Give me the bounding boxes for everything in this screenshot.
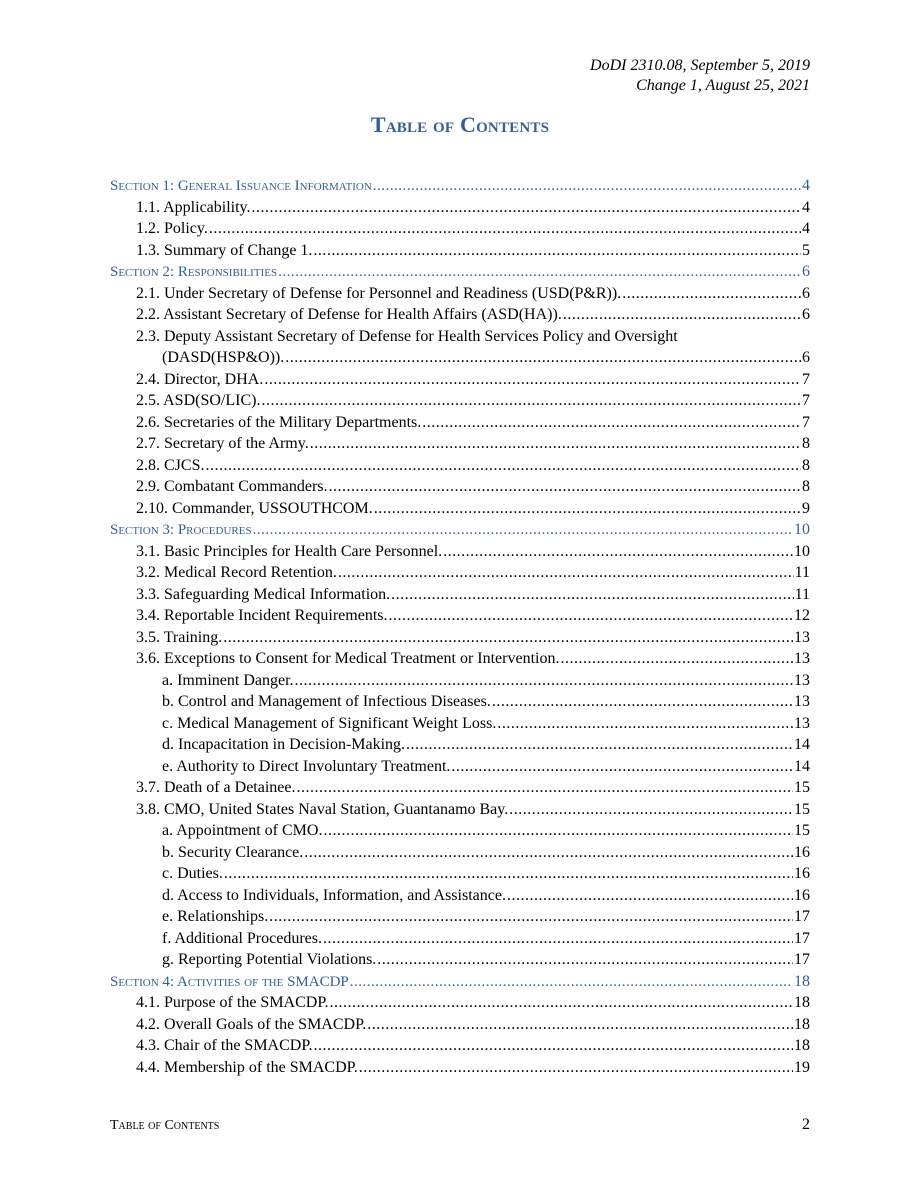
toc-entry-title: 4.4. Membership of the SMACDP.: [136, 1058, 358, 1076]
dot-leader: [422, 414, 801, 432]
toc-page-number: 17: [794, 908, 810, 925]
toc-page-number: 18: [794, 994, 810, 1011]
dot-leader: [374, 500, 801, 518]
toc-page-number: 8: [802, 435, 810, 452]
toc-entry[interactable]: [110, 887, 810, 909]
toc-page-number: 13: [794, 714, 810, 732]
toc-entry[interactable]: [110, 650, 810, 672]
toc-entry-title: 2.1. Under Secretary of Defense for Personnel and Readiness (USD(P&R)).: [136, 284, 622, 302]
header-change: Change 1, August 25, 2021: [636, 77, 810, 94]
toc-entry-title: 1.2. Policy.: [136, 220, 208, 237]
toc-entry-title: 2.6. Secretaries of the Military Departments.: [136, 413, 422, 431]
dot-leader: [223, 629, 793, 647]
dot-leader: [350, 974, 793, 991]
dot-leader: [269, 908, 793, 926]
toc-entry[interactable]: [110, 779, 810, 801]
toc-entry[interactable]: [110, 242, 810, 264]
document-header: [590, 56, 810, 96]
toc-page-number: 7: [802, 392, 810, 409]
dot-leader: [329, 478, 801, 496]
toc-entry-title: f. Additional Procedures.: [162, 929, 322, 947]
toc-page-number: 6: [802, 306, 810, 323]
toc-page-number: 18: [794, 1015, 810, 1033]
toc-entry-title: 2.10. Commander, USSOUTHCOM.: [136, 499, 373, 517]
toc-entry[interactable]: [110, 500, 810, 522]
toc-entry[interactable]: [110, 306, 810, 328]
dot-leader: [253, 522, 793, 539]
toc-page-number: 14: [794, 736, 810, 753]
dot-leader: [388, 607, 793, 625]
toc-entry-title: e. Authority to Direct Involuntary Treatment.: [162, 757, 451, 775]
toc-entry-title: b. Security Clearance.: [162, 843, 304, 861]
dot-leader: [443, 543, 793, 561]
dot-leader: [205, 457, 801, 475]
toc-page-number: 10: [794, 521, 810, 538]
toc-page-number: 16: [794, 865, 810, 882]
toc-entry[interactable]: [110, 285, 810, 307]
toc-entry-title: 1.1. Applicability.: [136, 198, 251, 216]
toc-entry-title: 3.4. Reportable Incident Requirements.: [136, 607, 388, 624]
toc-entry-title: c. Medical Management of Significant Weight Loss.: [162, 714, 497, 732]
toc-entry[interactable]: [110, 564, 810, 586]
toc-entry-title: d. Incapacitation in Decision-Making.: [162, 736, 406, 753]
dot-leader: [367, 1016, 793, 1034]
toc-entry[interactable]: [110, 930, 810, 952]
toc-entry[interactable]: [110, 801, 810, 823]
toc-page-number: 6: [802, 284, 810, 302]
dot-leader: [451, 758, 793, 776]
toc-page-number: 4: [802, 220, 810, 237]
toc-page-number: 4: [802, 198, 810, 216]
dot-leader: [373, 178, 801, 195]
dot-leader: [492, 693, 793, 711]
page-number: 2: [802, 1116, 810, 1133]
toc-entry[interactable]: [110, 1059, 810, 1081]
toc-entry[interactable]: [110, 607, 810, 629]
dot-leader: [377, 951, 793, 969]
toc-entry-title: g. Reporting Potential Violations.: [162, 951, 377, 968]
dot-leader: [622, 285, 801, 303]
dot-leader: [509, 801, 793, 819]
toc-entry[interactable]: [110, 736, 810, 758]
toc-entry[interactable]: [110, 693, 810, 715]
dot-leader: [252, 199, 801, 217]
toc-section-entry[interactable]: [110, 973, 810, 995]
dot-leader: [278, 264, 801, 281]
toc-entry-title: 1.3. Summary of Change 1.: [136, 241, 313, 259]
toc-entry-title: 2.3. Deputy Assistant Secretary of Defense for Health Services Policy and Oversight: [136, 327, 678, 345]
toc-page-number: 8: [802, 456, 810, 474]
toc-page-number: 15: [794, 779, 810, 796]
header-doc-id: DoDI 2310.08, September 5, 2019: [590, 57, 810, 74]
toc-entry[interactable]: [110, 586, 810, 608]
toc-entry[interactable]: [110, 844, 810, 866]
toc-entry[interactable]: [110, 1037, 810, 1059]
toc-entry[interactable]: [110, 392, 810, 414]
toc-entry[interactable]: [110, 715, 810, 737]
toc-entry[interactable]: [110, 758, 810, 780]
toc-section-entry[interactable]: [110, 521, 810, 543]
dot-leader: [507, 887, 793, 905]
toc-page-number: 7: [802, 413, 810, 431]
toc-entry[interactable]: [110, 629, 810, 651]
dot-leader: [261, 392, 801, 410]
toc-entry-title: d. Access to Individuals, Information, and Assistance.: [162, 886, 506, 904]
dot-leader: [391, 586, 793, 604]
toc-entry-title: (DASD(HSP&O)).: [162, 349, 285, 366]
toc-page-number: 16: [794, 886, 810, 904]
dot-leader: [285, 349, 801, 367]
toc-page-number: 19: [794, 1058, 810, 1076]
toc-page-number: 6: [802, 349, 810, 366]
toc-page-number: 11: [794, 585, 810, 603]
toc-entry-title: 3.3. Safeguarding Medical Information.: [136, 585, 391, 603]
toc-section-entry[interactable]: [110, 177, 810, 199]
dot-leader: [560, 650, 793, 668]
dot-leader: [329, 994, 793, 1012]
toc-entry-title: 3.2. Medical Record Retention.: [136, 564, 337, 581]
dot-leader: [406, 736, 793, 754]
toc-section-entry[interactable]: [110, 263, 810, 285]
dot-leader: [497, 715, 793, 733]
toc-entry-title: 4.3. Chair of the SMACDP.: [136, 1037, 313, 1054]
toc-page-number: 8: [802, 478, 810, 495]
toc-entry-title: 4.1. Purpose of the SMACDP.: [136, 994, 329, 1011]
toc-entry-title: 2.5. ASD(SO/LIC).: [136, 392, 261, 409]
toc-entry[interactable]: [110, 199, 810, 221]
toc-page-number: 10: [794, 542, 810, 560]
toc-entry-title: 2.7. Secretary of the Army.: [136, 435, 309, 452]
toc-entry[interactable]: [110, 994, 810, 1016]
toc-entry[interactable]: [110, 1016, 810, 1038]
dot-leader: [313, 242, 801, 260]
toc-entry[interactable]: [110, 220, 810, 242]
dot-leader: [359, 1059, 793, 1077]
toc-entry[interactable]: [110, 328, 810, 350]
toc-entry-title: 3.5. Training.: [136, 628, 223, 646]
toc-entry-title: Section 3: Procedures: [110, 522, 252, 538]
toc-entry-title: Section 2: Responsibilities: [110, 264, 278, 280]
toc-page-number: 13: [794, 693, 810, 710]
toc-entry-title: c. Duties.: [162, 865, 223, 882]
dot-leader: [224, 865, 793, 883]
table-of-contents: [110, 177, 810, 1080]
toc-page-number: 11: [794, 564, 810, 581]
toc-entry-title: Section 1: General Issuance Information: [110, 178, 372, 194]
toc-entry-title: 3.7. Death of a Detainee.: [136, 779, 296, 796]
dot-leader: [313, 1037, 793, 1055]
toc-entry[interactable]: [110, 371, 810, 393]
dot-leader: [304, 844, 793, 862]
toc-entry-title: 4.2. Overall Goals of the SMACDP.: [136, 1015, 367, 1033]
dot-leader: [295, 672, 793, 690]
toc-page-number: 13: [794, 650, 810, 667]
toc-page-number: 9: [802, 499, 810, 517]
toc-entry[interactable]: [110, 435, 810, 457]
dot-leader: [264, 371, 801, 389]
toc-page-number: 13: [794, 671, 810, 689]
toc-entry-title: 3.8. CMO, United States Naval Station, Guantanamo Bay.: [136, 800, 509, 818]
toc-page-number: 17: [794, 951, 810, 968]
dot-leader: [563, 306, 801, 324]
toc-entry[interactable]: [110, 951, 810, 973]
toc-page-number: 12: [794, 607, 810, 624]
dot-leader: [296, 779, 793, 797]
toc-entry[interactable]: [110, 414, 810, 436]
toc-entry[interactable]: [110, 865, 810, 887]
toc-page-number: 15: [794, 822, 810, 839]
toc-page-number: 15: [794, 800, 810, 818]
toc-entry-title: 2.2. Assistant Secretary of Defense for Health Affairs (ASD(HA)).: [136, 306, 562, 323]
toc-entry-title: b. Control and Management of Infectious Diseases.: [162, 693, 491, 710]
toc-page-number: 18: [794, 1037, 810, 1054]
toc-page-number: 4: [802, 177, 810, 194]
toc-entry[interactable]: [110, 908, 810, 930]
toc-entry[interactable]: [110, 543, 810, 565]
toc-entry-title: Section 4: Activities of the SMACDP: [110, 973, 349, 990]
toc-page-number: 5: [802, 241, 810, 259]
dot-leader: [310, 435, 801, 453]
toc-page-number: 16: [794, 843, 810, 861]
toc-entry[interactable]: [110, 478, 810, 500]
toc-entry[interactable]: [110, 822, 810, 844]
toc-page-number: 14: [794, 757, 810, 775]
toc-page-number: 7: [802, 370, 810, 388]
toc-entry-title: 2.8. CJCS.: [136, 456, 205, 474]
page-title: Table of Contents: [370, 112, 550, 137]
toc-entry-title: a. Imminent Danger.: [162, 671, 294, 689]
toc-entry-title: 3.6. Exceptions to Consent for Medical Treatment or Intervention.: [136, 650, 560, 667]
toc-entry[interactable]: [110, 349, 810, 371]
footer-label: Table of Contents: [110, 1118, 220, 1133]
toc-entry-title: 2.9. Combatant Commanders.: [136, 478, 328, 495]
toc-page-number: 6: [802, 263, 810, 280]
dot-leader: [209, 220, 801, 238]
dot-leader: [323, 930, 793, 948]
toc-page-number: 17: [794, 929, 810, 947]
toc-entry-title: 3.1. Basic Principles for Health Care Personnel.: [136, 542, 443, 560]
toc-entry-title: 2.4. Director, DHA.: [136, 370, 264, 388]
dot-leader: [323, 822, 793, 840]
toc-entry-title: a. Appointment of CMO.: [162, 822, 323, 839]
toc-entry[interactable]: [110, 457, 810, 479]
toc-page-number: 13: [794, 628, 810, 646]
dot-leader: [338, 564, 794, 582]
toc-page-number: 18: [794, 972, 810, 990]
toc-entry[interactable]: [110, 672, 810, 694]
toc-entry-title: e. Relationships.: [162, 908, 269, 925]
